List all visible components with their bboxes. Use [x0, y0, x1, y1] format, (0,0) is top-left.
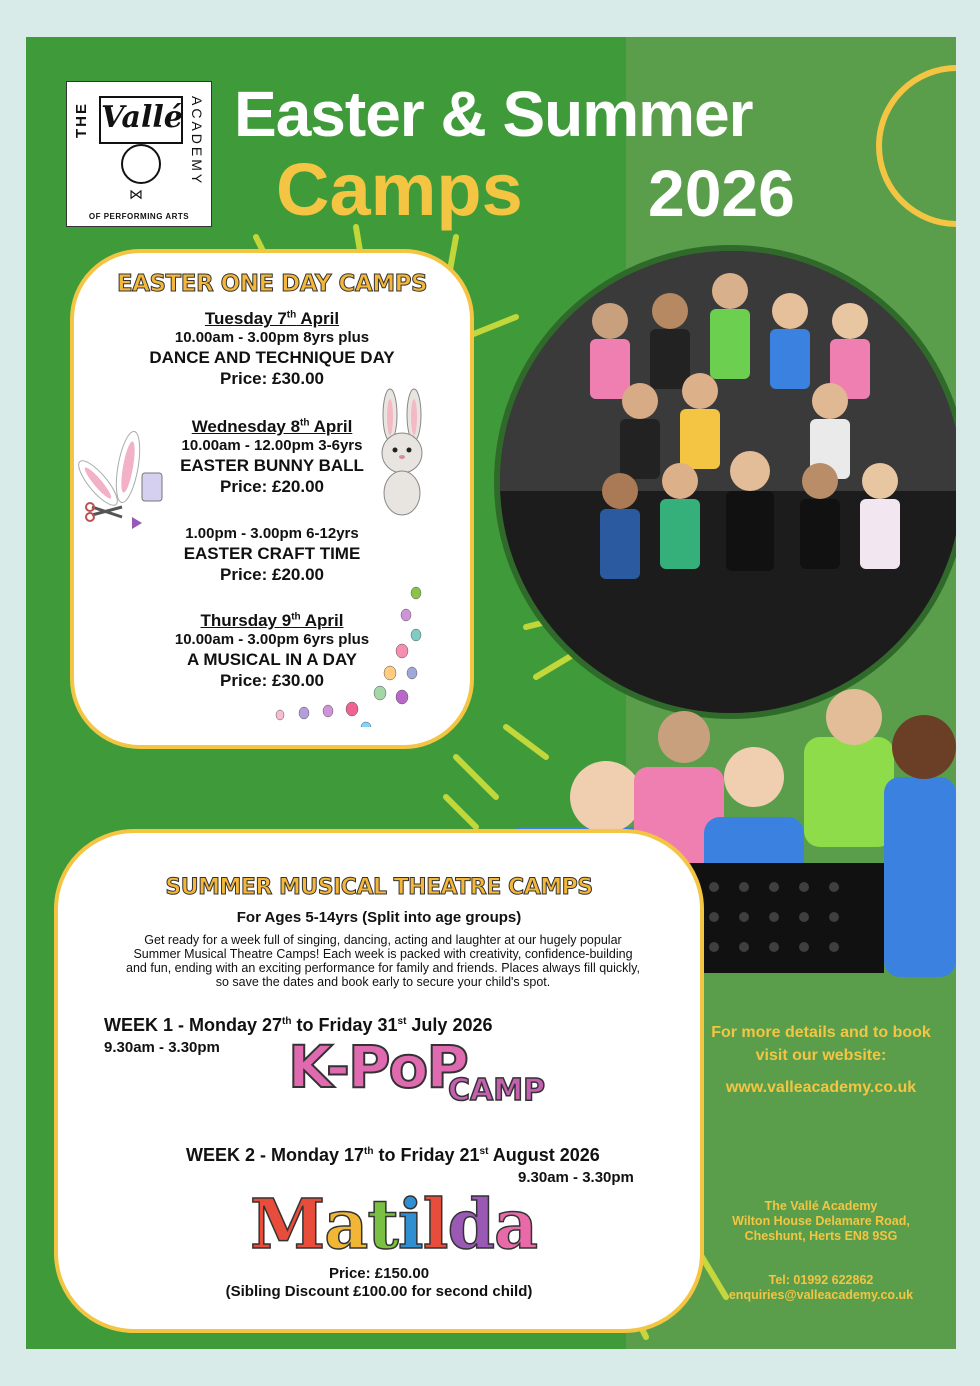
easter-day-2-activity: EASTER BUNNY BALL	[180, 456, 364, 475]
easter-day-3-price: Price: £30.00	[220, 671, 324, 690]
valle-academy-logo	[66, 81, 212, 227]
page-title-camps: Camps	[276, 148, 523, 231]
summer-ages: For Ages 5-14yrs (Split into age groups)	[236, 909, 522, 926]
group-photo-image	[500, 251, 956, 713]
logo-subtitle: OF PERFORMING ARTS	[88, 212, 190, 221]
week-2-dates: WEEK 2 - Monday 17th to Friday 21st August 2026	[186, 1145, 600, 1165]
matilda-letter: d	[447, 1185, 494, 1265]
easter-day-2b-activity: EASTER CRAFT TIME	[183, 544, 361, 563]
matilda-letter: i	[397, 1185, 423, 1265]
easter-bunny-icon	[368, 387, 438, 517]
address	[696, 1199, 946, 1244]
easter-day-1-activity: DANCE AND TECHNIQUE DAY	[149, 348, 395, 367]
easter-day-2-time: 10.00am - 12.00pm 3-6yrs	[181, 437, 363, 454]
easter-day-2b-price: Price: £20.00	[220, 565, 324, 584]
easter-day-3-time: 10.00am - 3.00pm 6yrs plus	[174, 631, 370, 648]
matilda-letter: t	[367, 1185, 398, 1265]
week-1-dates: WEEK 1 - Monday 27th to Friday 31st July 2026	[104, 1015, 493, 1035]
website-link[interactable]: www.valleacademy.co.uk	[725, 1079, 917, 1096]
contact-phone[interactable]: Tel: 01992 622862	[768, 1273, 874, 1287]
booking-info	[696, 1021, 946, 1067]
easter-day-1-time: 10.00am - 3.00pm 8yrs plus	[174, 329, 370, 346]
week-1-time: 9.30am - 3.30pm	[104, 1039, 220, 1056]
address-line3: Cheshunt, Herts EN8 9SG	[744, 1229, 898, 1243]
logo-the: THE	[73, 102, 90, 138]
address-line2: Wilton House Delamare Road,	[732, 1214, 910, 1228]
summer-description: Get ready for a week full of singing, dancing, acting and laughter at our hugely popular Summer Musical Theatre Camps! Each week is packed with creativity, confidence-building and fun, ending with an exciting performance for family and friends. Places always fill quickly, so save the dates and book early to secure your child's spot.	[126, 933, 640, 989]
poster	[26, 37, 956, 1349]
booking-info-line1: For more details and to book	[711, 1024, 931, 1041]
summer-heading: SUMMER MUSICAL THEATRE CAMPS	[165, 875, 593, 900]
address-line1: The Vallé Academy	[764, 1199, 878, 1213]
easter-heading: EASTER ONE DAY CAMPS	[116, 271, 428, 297]
logo-mascot-face-icon	[121, 144, 161, 184]
group-photo-circle	[494, 245, 956, 719]
summer-price: Price: £150.00	[328, 1265, 430, 1282]
booking-info-line2: visit our website:	[755, 1047, 887, 1064]
easter-day-3-date: Thursday 9th April	[200, 611, 344, 630]
summer-camps-panel	[54, 829, 704, 1333]
page-title-year: 2026	[648, 156, 795, 230]
bunny-ears-craft-icon	[70, 427, 170, 557]
easter-day-1	[74, 309, 470, 389]
contact-info	[696, 1273, 946, 1303]
matilda-logo	[250, 1185, 537, 1265]
easter-day-2-date: Wednesday 8th April	[191, 417, 353, 436]
matilda-letter: l	[422, 1185, 448, 1265]
week-2-time: 9.30am - 3.30pm	[518, 1169, 634, 1186]
kpop-camp-suffix: CAMP	[448, 1073, 546, 1108]
easter-day-3-activity: A MUSICAL IN A DAY	[186, 650, 358, 669]
easter-day-2-price: Price: £20.00	[220, 477, 324, 496]
easter-day-2b-time: 1.00pm - 3.00pm 6-12yrs	[185, 525, 359, 542]
matilda-letter: a	[494, 1185, 538, 1265]
easter-day-1-price: Price: £30.00	[220, 369, 324, 388]
matilda-letter: a	[324, 1185, 368, 1265]
page-title-line1: Easter & Summer	[234, 78, 753, 150]
sibling-discount: (Sibling Discount £100.00 for second child)	[225, 1283, 533, 1300]
logo-name: Vallé	[99, 96, 183, 144]
logo-bowtie-icon: ⋈	[129, 186, 143, 202]
easter-day-1-date: Tuesday 7th April	[204, 309, 340, 328]
logo-academy: ACADEMY	[189, 96, 205, 187]
kpop-camp-logo: K-PoP	[288, 1033, 467, 1101]
contact-email[interactable]: enquiries@valleacademy.co.uk	[728, 1288, 914, 1302]
easter-eggs-decoration	[266, 577, 426, 727]
matilda-letter: M	[250, 1185, 325, 1265]
